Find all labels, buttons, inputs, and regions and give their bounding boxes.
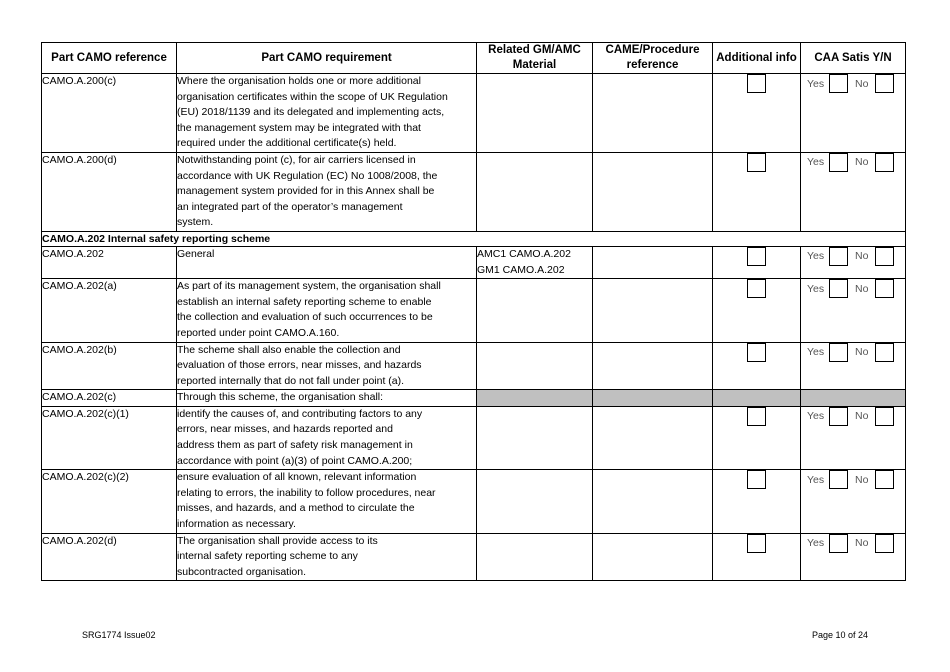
gm-amc-line: GM1 CAMO.A.202 [477, 263, 565, 276]
caa-satis-cell [801, 152, 906, 231]
yes-no-group [801, 74, 905, 93]
gm-amc-cell [477, 152, 593, 231]
yes-label: Yes [807, 346, 825, 358]
requirement-line: The scheme shall also enable the collection and [177, 343, 401, 356]
additional-info-cell [713, 470, 801, 533]
no-checkbox[interactable] [875, 470, 894, 489]
additional-info-cell [713, 152, 801, 231]
table-row [42, 342, 906, 390]
came-reference-cell[interactable] [593, 390, 713, 407]
ref-cell: CAMO.A.202(c)(1) [42, 406, 177, 469]
requirement-cell [177, 246, 477, 278]
requirement-line: ensure evaluation of all known, relevant information [177, 471, 417, 484]
came-reference-cell[interactable] [593, 406, 713, 469]
requirement-line: subcontracted organisation. [177, 565, 306, 578]
gm-amc-cell [477, 470, 593, 533]
requirement-line: Through this scheme, the organisation shall: [177, 391, 384, 404]
additional-info-checkbox[interactable] [747, 74, 766, 93]
section-row [42, 231, 906, 246]
requirement-line: reported internally that do not fall under point (a). [177, 374, 405, 387]
requirement-line: accordance with UK Regulation (EC) No 1008/2008, the [177, 169, 438, 182]
additional-info-cell [713, 390, 801, 407]
additional-info-cell [713, 74, 801, 153]
came-reference-cell[interactable] [593, 246, 713, 278]
requirement-line: internal safety reporting scheme to any [177, 550, 358, 563]
requirement-line: identify the causes of, and contributing factors to any [177, 407, 423, 420]
requirement-line: address them as part of safety risk management in [177, 439, 413, 452]
requirement-line: system. [177, 216, 214, 229]
gm-amc-cell [477, 74, 593, 153]
yes-no-group [801, 279, 905, 298]
requirement-line: reported under point CAMO.A.160. [177, 326, 340, 339]
yes-label: Yes [807, 250, 825, 263]
additional-info-checkbox[interactable] [747, 279, 766, 298]
additional-info-cell [713, 246, 801, 278]
requirement-cell [177, 470, 477, 533]
no-label: No [855, 410, 869, 423]
requirement-line: relating to errors, the inability to follow procedures, near [177, 486, 436, 499]
no-checkbox[interactable] [875, 407, 894, 426]
caa-satis-cell [801, 390, 906, 407]
no-checkbox[interactable] [875, 279, 894, 298]
came-reference-cell[interactable] [593, 342, 713, 390]
table-body [42, 74, 906, 581]
gm-amc-cell [477, 279, 593, 342]
footer-doc-ref: SRG1774 Issue02 [82, 630, 156, 640]
requirement-line: management system provided for in this Annex shall be [177, 185, 435, 198]
additional-info-checkbox[interactable] [747, 534, 766, 553]
requirement-line: accordance with point (a)(3) of point CAMO.A.200; [177, 454, 413, 467]
additional-info-cell [713, 533, 801, 581]
requirement-cell [177, 390, 477, 407]
requirement-cell [177, 406, 477, 469]
yes-no-group [801, 407, 905, 426]
came-reference-cell[interactable] [593, 74, 713, 153]
additional-info-checkbox[interactable] [747, 470, 766, 489]
requirement-line: required under the additional certificate(s) held. [177, 137, 397, 150]
header-add: Additional info [713, 43, 801, 74]
requirement-line: The organisation shall provide access to its [177, 534, 378, 547]
table-row [42, 74, 906, 153]
no-checkbox[interactable] [875, 153, 894, 172]
gm-amc-cell [477, 342, 593, 390]
additional-info-checkbox[interactable] [747, 153, 766, 172]
requirement-line: establish an internal safety reporting scheme to enable [177, 295, 432, 308]
gm-amc-line: AMC1 CAMO.A.202 [477, 247, 571, 260]
yes-no-group [801, 534, 905, 553]
caa-satis-cell [801, 342, 906, 390]
requirement-cell [177, 74, 477, 153]
gm-amc-cell [477, 246, 593, 278]
additional-info-checkbox[interactable] [747, 247, 766, 266]
yes-checkbox[interactable] [829, 470, 848, 489]
yes-label: Yes [807, 473, 825, 486]
requirement-line: the management system may be integrated with that [177, 121, 421, 134]
gm-amc-cell [477, 390, 593, 407]
came-reference-cell[interactable] [593, 470, 713, 533]
caa-satis-cell [801, 533, 906, 581]
header-req: Part CAMO requirement [177, 43, 477, 74]
requirement-line: (EU) 2018/1139 and its delegated and implementing acts, [177, 106, 445, 119]
caa-satis-cell [801, 279, 906, 342]
ref-cell: CAMO.A.202(c)(2) [42, 470, 177, 533]
no-checkbox[interactable] [875, 74, 894, 93]
yes-label: Yes [807, 156, 825, 169]
requirement-line: General [177, 247, 215, 260]
additional-info-cell [713, 342, 801, 390]
no-label: No [855, 282, 869, 295]
table-header-row [42, 43, 906, 74]
caa-satis-cell [801, 74, 906, 153]
no-checkbox[interactable] [875, 247, 894, 266]
header-satis: CAA Satis Y/N [801, 43, 906, 74]
requirement-line: evaluation of those errors, near misses, and hazards [177, 359, 422, 372]
table-row [42, 533, 906, 581]
came-reference-cell[interactable] [593, 152, 713, 231]
no-label: No [855, 537, 869, 550]
yes-no-group [801, 153, 905, 172]
yes-checkbox[interactable] [829, 153, 848, 172]
yes-checkbox[interactable] [829, 407, 848, 426]
requirement-cell [177, 279, 477, 342]
yes-no-group [801, 343, 905, 362]
requirement-cell [177, 533, 477, 581]
no-label: No [855, 156, 869, 169]
yes-label: Yes [807, 77, 825, 90]
header-gm: Related GM/AMC Material [477, 43, 593, 74]
yes-label: Yes [807, 410, 825, 423]
no-label: No [855, 250, 869, 263]
gm-amc-cell [477, 533, 593, 581]
requirement-line: organisation certificates within the scope of UK Regulation [177, 90, 448, 103]
came-reference-cell[interactable] [593, 279, 713, 342]
yes-label: Yes [807, 282, 825, 295]
compliance-table [41, 42, 906, 581]
ref-cell: CAMO.A.202(b) [42, 342, 177, 390]
yes-checkbox[interactable] [829, 343, 848, 362]
caa-satis-cell [801, 406, 906, 469]
ref-cell: CAMO.A.200(d) [42, 152, 177, 231]
requirement-line: misses, and hazards, and a method to circulate the [177, 502, 415, 515]
requirement-line: the collection and evaluation of such occurrences to be [177, 311, 433, 324]
ref-cell: CAMO.A.202(d) [42, 533, 177, 581]
yes-checkbox[interactable] [829, 247, 848, 266]
yes-no-group [801, 247, 905, 266]
requirement-line: information as necessary. [177, 518, 296, 531]
yes-label: Yes [807, 537, 825, 550]
no-checkbox[interactable] [875, 343, 894, 362]
requirement-cell [177, 152, 477, 231]
table-row [42, 470, 906, 533]
came-reference-cell[interactable] [593, 533, 713, 581]
requirement-line: an integrated part of the operator’s management [177, 200, 403, 213]
table-row [42, 406, 906, 469]
no-label: No [855, 473, 869, 486]
table-row [42, 390, 906, 407]
ref-cell: CAMO.A.200(c) [42, 74, 177, 153]
additional-info-cell [713, 279, 801, 342]
requirement-cell [177, 342, 477, 390]
no-label: No [855, 77, 869, 90]
ref-cell: CAMO.A.202 [42, 246, 177, 278]
header-came: CAME/Procedure reference [593, 43, 713, 74]
no-checkbox[interactable] [875, 534, 894, 553]
requirement-line: Where the organisation holds one or more additional [177, 75, 421, 87]
footer-page-number: Page 10 of 24 [811, 630, 868, 640]
no-label: No [855, 346, 869, 358]
requirement-line: errors, near misses, and hazards reported and [177, 423, 393, 436]
additional-info-checkbox[interactable] [747, 407, 766, 426]
ref-cell: CAMO.A.202(c) [42, 390, 177, 407]
yes-checkbox[interactable] [829, 74, 848, 93]
caa-satis-cell [801, 470, 906, 533]
yes-no-group [801, 470, 905, 489]
requirement-line: Notwithstanding point (c), for air carriers licensed in [177, 153, 416, 166]
caa-satis-cell [801, 246, 906, 278]
table-row [42, 152, 906, 231]
ref-cell: CAMO.A.202(a) [42, 279, 177, 342]
yes-checkbox[interactable] [829, 279, 848, 298]
additional-info-checkbox[interactable] [747, 343, 766, 362]
requirement-line: As part of its management system, the organisation shall [177, 280, 441, 293]
table-row [42, 246, 906, 278]
header-ref: Part CAMO reference [42, 43, 177, 74]
table-row [42, 279, 906, 342]
gm-amc-cell [477, 406, 593, 469]
section-title: CAMO.A.202 Internal safety reporting scheme [42, 231, 906, 246]
yes-checkbox[interactable] [829, 534, 848, 553]
additional-info-cell [713, 406, 801, 469]
